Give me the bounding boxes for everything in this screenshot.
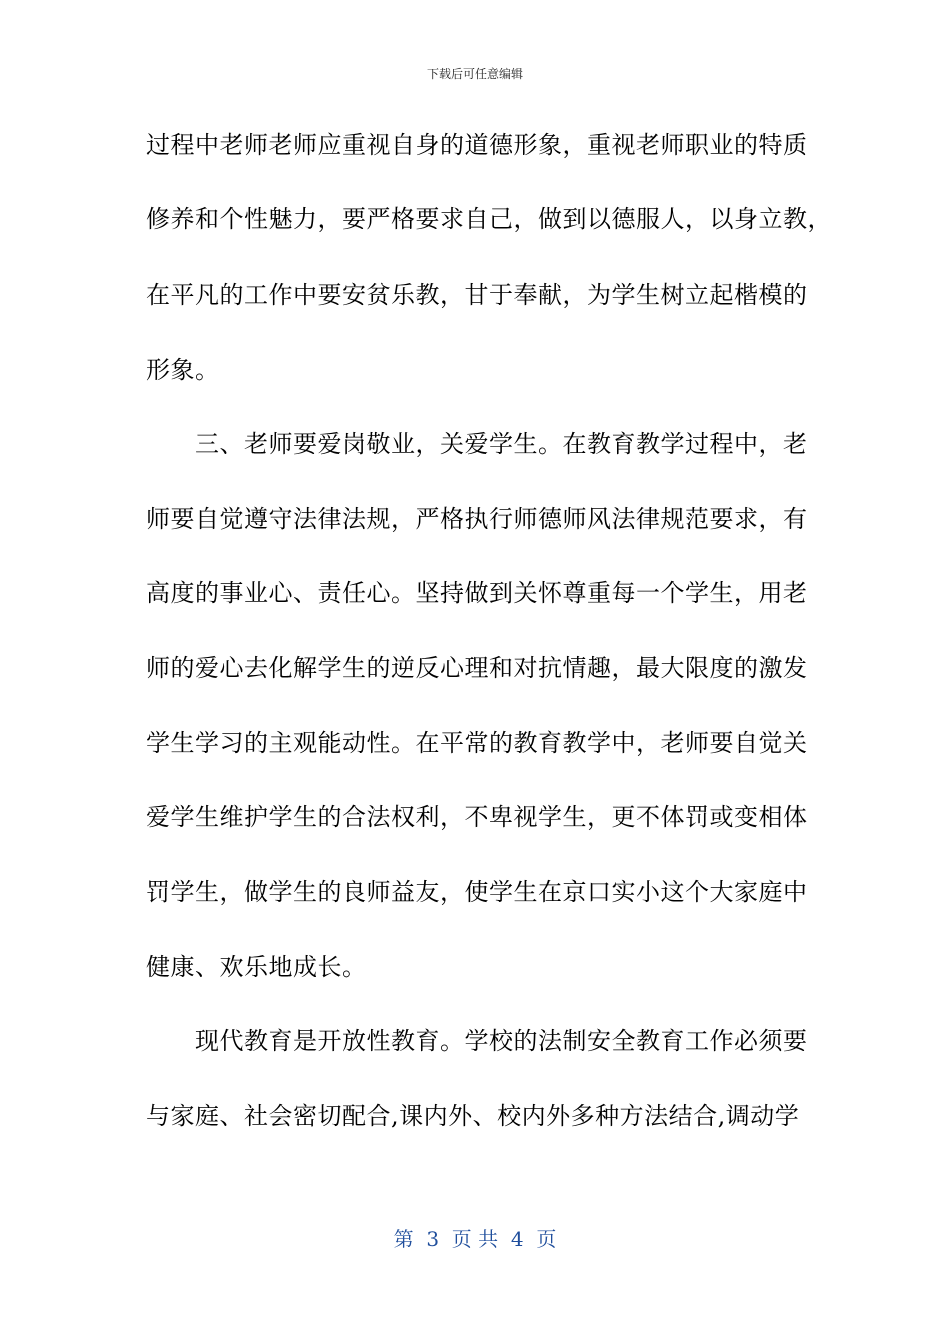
text-line: 学生学习的主观能动性。在平常的教育教学中，老师要自觉关 <box>146 729 808 757</box>
text-line: 过程中老师老师应重视自身的道德形象，重视老师职业的特质 <box>146 131 808 159</box>
text-line: 三、老师要爱岗敬业，关爱学生。在教育教学过程中，老 <box>146 430 808 458</box>
page-header: 下载后可任意编辑 <box>426 67 523 81</box>
page-number-footer: 第 3 页 共 4 页 <box>393 1227 557 1251</box>
text-line: 师要自觉遵守法律法规，严格执行师德师风法律规范要求，有 <box>146 505 808 533</box>
text-line: 高度的事业心、责任心。坚持做到关怀尊重每一个学生，用老 <box>146 579 808 607</box>
text-line: 罚学生，做学生的良师益友，使学生在京口实小这个大家庭中 <box>146 878 808 906</box>
text-line: 在平凡的工作中要安贫乐教，甘于奉献，为学生树立起楷模的 <box>146 281 808 309</box>
text-line: 与家庭、社会密切配合,课内外、校内外多种方法结合,调动学 <box>146 1102 800 1130</box>
text-line: 形象。 <box>146 356 220 384</box>
text-line: 现代教育是开放性教育。学校的法制安全教育工作必须要 <box>146 1027 808 1055</box>
text-line: 爱学生维护学生的合法权利，不卑视学生，更不体罚或变相体 <box>146 803 808 831</box>
text-line: 师的爱心去化解学生的逆反心理和对抗情趣，最大限度的激发 <box>146 654 808 682</box>
text-line: 修养和个性魅力，要严格要求自己，做到以德服人，以身立教， <box>146 205 832 233</box>
text-line: 健康、欢乐地成长。 <box>146 953 367 981</box>
